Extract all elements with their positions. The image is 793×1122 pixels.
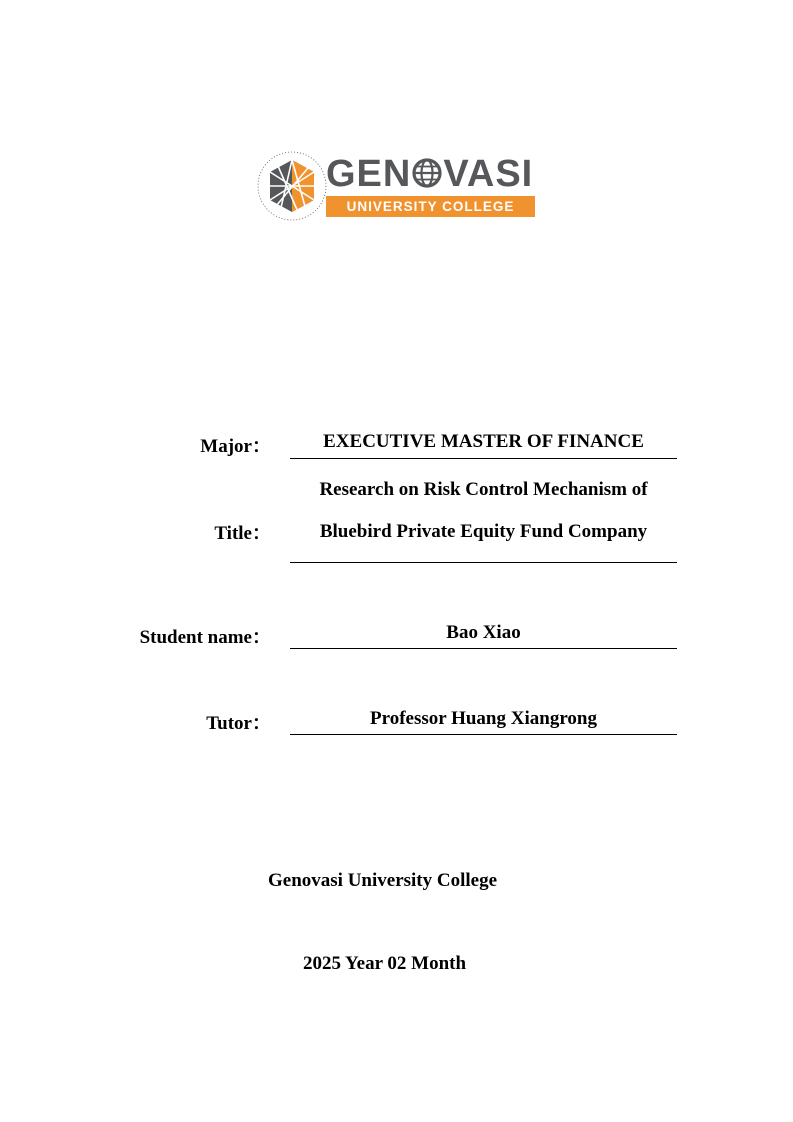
title-value-line1: Research on Risk Control Mechanism of	[319, 479, 648, 500]
student-name-value: Bao Xiao	[446, 622, 521, 643]
student-name-label: Student name：	[139, 627, 271, 648]
logo-tagline: UNIVERSITY COLLEGE	[326, 196, 535, 217]
logo-name-left: GEN	[326, 153, 412, 195]
logo-name-right: VASI	[443, 153, 534, 195]
major-underline	[290, 458, 677, 459]
major-label: Major：	[200, 436, 271, 457]
tutor-value: Professor Huang Xiangrong	[370, 708, 597, 729]
tutor-label: Tutor：	[206, 713, 271, 734]
institution-name: Genovasi University College	[268, 870, 498, 891]
emblem-icon	[256, 150, 328, 222]
major-value: EXECUTIVE MASTER OF FINANCE	[323, 431, 644, 452]
university-logo	[256, 150, 541, 230]
student-name-underline	[290, 648, 677, 649]
logo-wordmark	[326, 154, 533, 194]
globe-icon	[412, 158, 442, 188]
title-label: Title：	[214, 523, 271, 544]
submission-date: 2025 Year 02 Month	[303, 953, 467, 974]
title-value-line2: Bluebird Private Equity Fund Company	[319, 521, 648, 542]
tutor-underline	[290, 734, 677, 735]
title-underline	[290, 562, 677, 563]
